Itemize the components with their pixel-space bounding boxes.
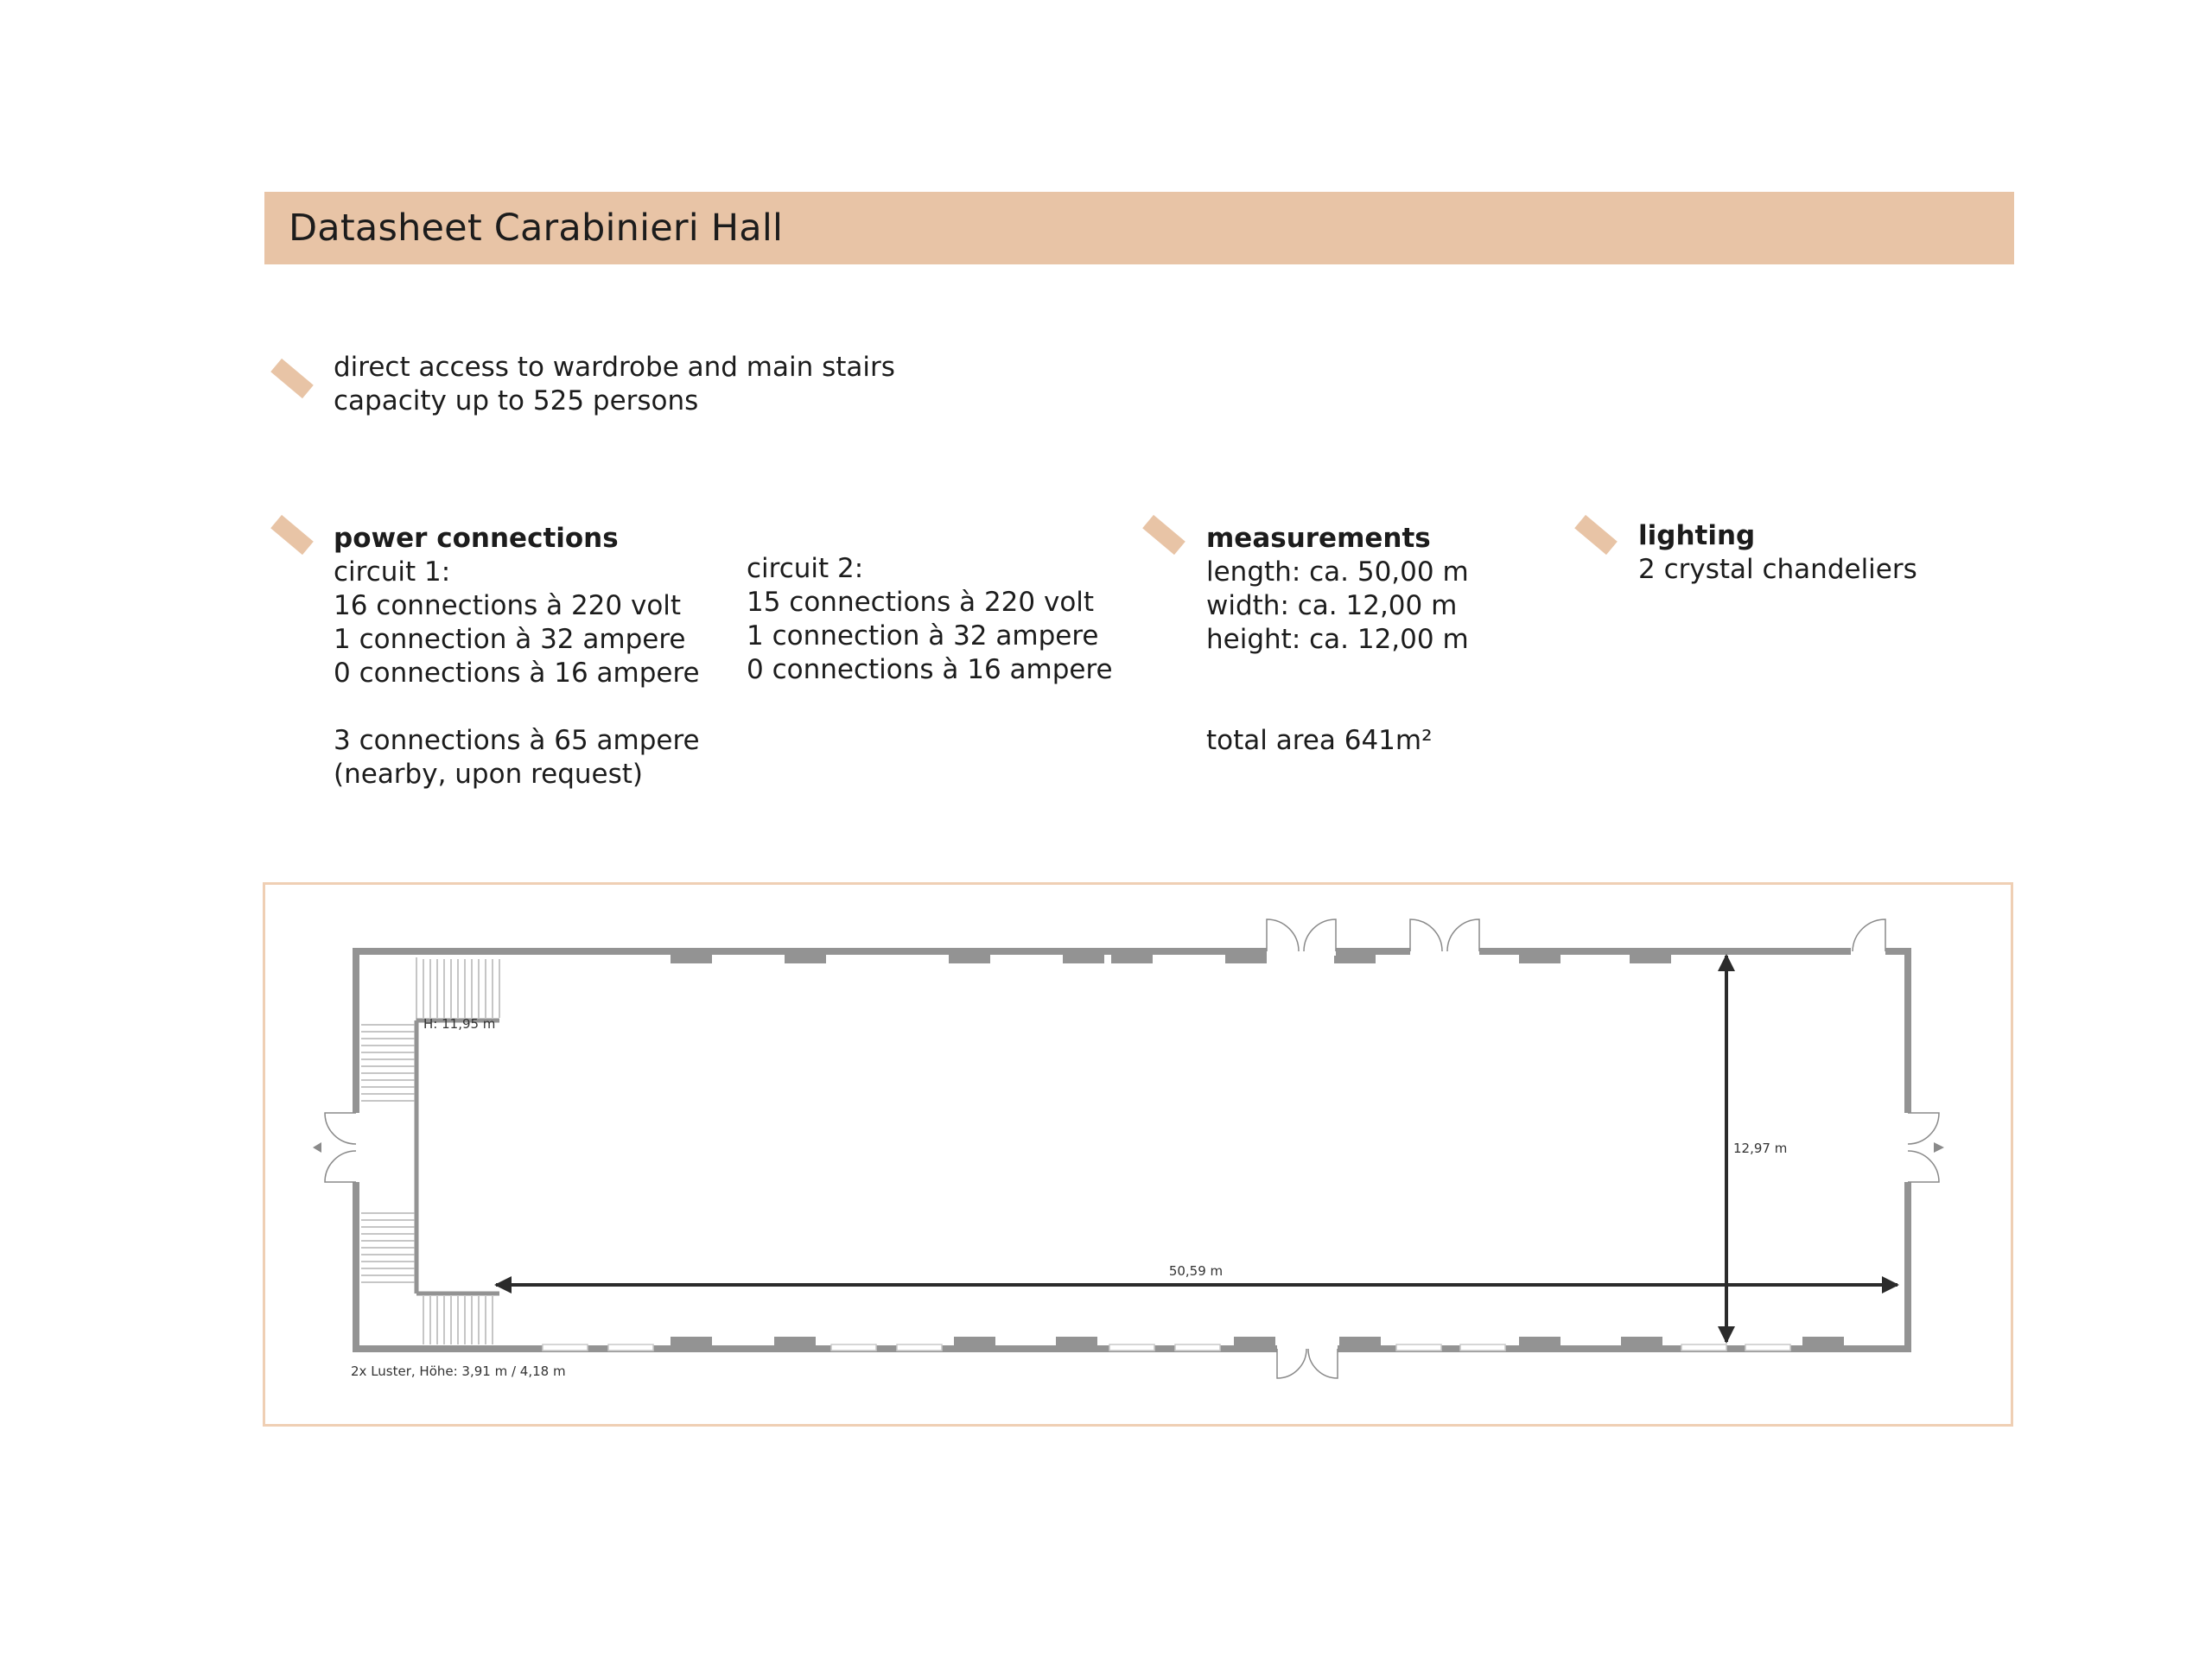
intro-line: direct access to wardrobe and main stairs bbox=[334, 352, 895, 383]
stair-treads-left-lower bbox=[361, 1213, 415, 1282]
circuit-1-line: 16 connections à 220 volt bbox=[334, 590, 682, 621]
door-left bbox=[325, 1113, 361, 1182]
extra-connections-note: (nearby, upon request) bbox=[334, 759, 644, 790]
door-top-3 bbox=[1851, 919, 1885, 956]
lighting-heading: lighting bbox=[1638, 520, 1756, 551]
page-title: Datasheet Carabinieri Hall bbox=[289, 207, 784, 250]
measurements-heading: measurements bbox=[1206, 523, 1431, 554]
measurement-line: width: ca. 12,00 m bbox=[1206, 590, 1458, 621]
circuit-2-line: 0 connections à 16 ampere bbox=[747, 654, 1113, 685]
hall-outer-wall bbox=[356, 951, 1908, 1349]
chandelier-note: 2x Luster, Höhe: 3,91 m / 4,18 m bbox=[351, 1363, 566, 1379]
width-dimension-label: 12,97 m bbox=[1733, 1141, 1788, 1156]
circuit-2-line: 1 connection à 32 ampere bbox=[747, 620, 1099, 652]
ceiling-height-label: H: 11,95 m bbox=[423, 1016, 496, 1032]
total-area: total area 641m² bbox=[1206, 725, 1433, 756]
entrance-arrow-left bbox=[313, 1142, 321, 1153]
top-wall-pillars bbox=[671, 954, 1671, 963]
measurement-line: height: ca. 12,00 m bbox=[1206, 624, 1469, 655]
stair-treads-left-upper bbox=[361, 1025, 415, 1101]
circuit-1-line: 0 connections à 16 ampere bbox=[334, 658, 700, 689]
measurement-line: length: ca. 50,00 m bbox=[1206, 556, 1469, 588]
door-top-1 bbox=[1267, 919, 1336, 956]
power-heading: power connections bbox=[334, 523, 619, 554]
circuit-2-label: circuit 2: bbox=[747, 553, 864, 584]
circuit-2-line: 15 connections à 220 volt bbox=[747, 587, 1095, 618]
circuit-1-label: circuit 1: bbox=[334, 556, 451, 588]
intro-line: capacity up to 525 persons bbox=[334, 385, 699, 416]
entrance-arrow-right bbox=[1934, 1142, 1944, 1153]
door-top-2 bbox=[1410, 919, 1479, 956]
stair-treads-bottom bbox=[423, 1296, 493, 1344]
door-right bbox=[1903, 1113, 1939, 1182]
extra-connections: 3 connections à 65 ampere bbox=[334, 725, 700, 756]
length-dimension-label: 50,59 m bbox=[1168, 1263, 1224, 1279]
stair-treads-top bbox=[423, 959, 499, 1018]
lighting-line: 2 crystal chandeliers bbox=[1638, 554, 1917, 585]
door-bottom bbox=[1277, 1344, 1338, 1378]
circuit-1-line: 1 connection à 32 ampere bbox=[334, 624, 686, 655]
